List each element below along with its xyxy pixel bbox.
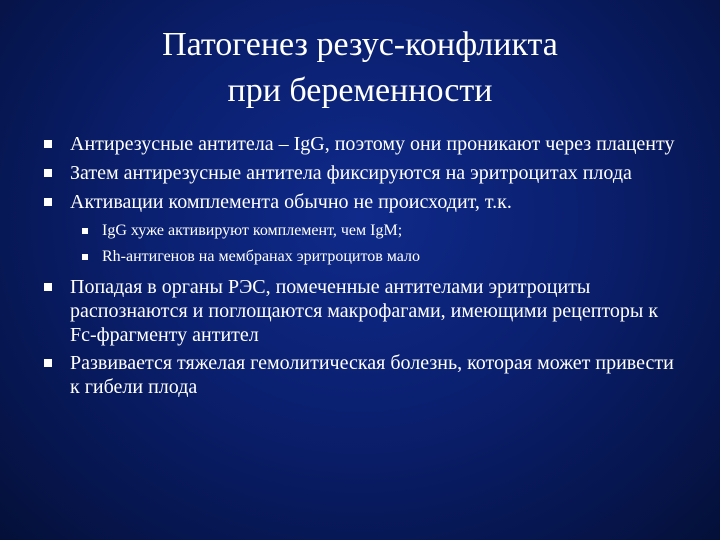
square-bullet-icon <box>44 283 52 291</box>
list-item-text: Развивается тяжелая гемолитическая болезнь, которая может привести к гибели плода <box>70 352 674 398</box>
list-item <box>36 275 686 347</box>
list-item-text: Антирезусные антитела – IgG, поэтому они проникают через плаценту <box>70 133 675 155</box>
list-item-text: Затем антирезусные антитела фиксируются на эритроцитах плода <box>70 162 632 184</box>
square-bullet-icon <box>44 169 52 177</box>
slide-title-line-2: при беременности <box>227 72 493 109</box>
list-item <box>36 132 686 156</box>
list-item <box>36 351 686 399</box>
square-bullet-icon <box>82 254 88 260</box>
sub-list-item-text: IgG хуже активируют комплемент, чем IgM; <box>102 222 403 239</box>
square-bullet-icon <box>44 140 52 148</box>
sub-list-item <box>36 219 686 243</box>
square-bullet-icon <box>44 359 52 367</box>
square-bullet-icon <box>44 198 52 206</box>
list-item-text: Попадая в органы РЭС, помеченные антителами эритроциты распознаются и поглощаются макрофагами, имеющими рецепторы к Fc-фрагменту антител <box>70 276 659 346</box>
bullet-list <box>36 132 686 399</box>
list-item <box>36 161 686 185</box>
slide-title-line-1: Патогенез резус-конфликта <box>162 26 558 63</box>
sub-list-item <box>36 245 686 269</box>
sub-list-item-text: Rh-антигенов на мембранах эритроцитов мало <box>102 248 421 265</box>
slide-title <box>40 22 680 114</box>
square-bullet-icon <box>82 228 88 234</box>
list-item <box>36 190 686 214</box>
list-item-text: Активации комплемента обычно не происходит, т.к. <box>70 191 512 213</box>
